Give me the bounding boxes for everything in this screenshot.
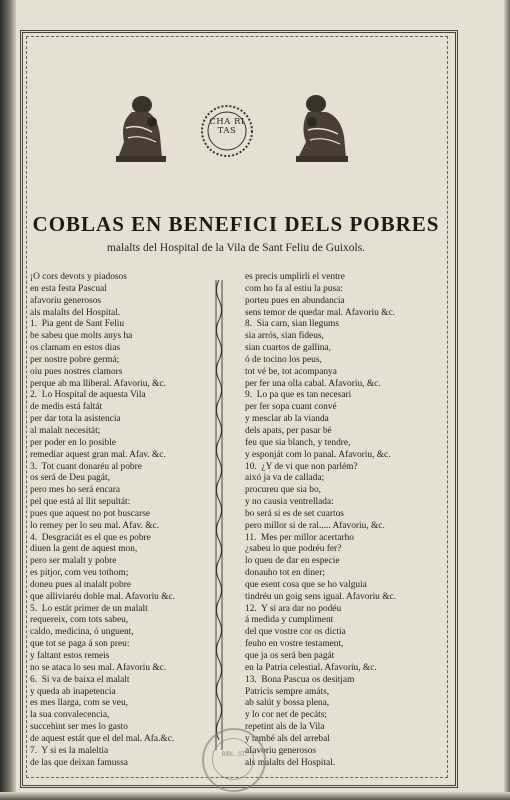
- verse-line: lo queu de dar en especie: [245, 556, 340, 567]
- verse-line: aixó ja va de callada;: [245, 473, 325, 484]
- verse-line: als malalts del Hospital.: [30, 307, 121, 318]
- verse-line: repetint als de la Vila: [245, 722, 325, 733]
- woodcut-kneeling-figure-left: [112, 92, 170, 166]
- verse-line: lo remey per lo seu mal. Afav. &c.: [30, 520, 160, 531]
- verse-line: oiu pues nostres clamors: [30, 366, 123, 377]
- verse-line: á medida y cumpliment: [245, 615, 334, 626]
- verse-line: al malalt necesitát;: [30, 425, 101, 436]
- verse-line: en esta festa Pascual: [30, 283, 107, 294]
- verse-line: y lo cor net de pecáts;: [245, 710, 327, 721]
- verse-line: en la Patria celestial. Afavoriu, &c.: [245, 662, 377, 673]
- verse-line: ab salút y bossa plena,: [245, 698, 330, 709]
- verse-line: 7. Y si es la maleltia: [30, 745, 109, 756]
- verse-line: pero ser malalt y pobre: [30, 556, 117, 567]
- verse-line: os clamam en estos dias: [30, 343, 121, 354]
- verse-line: dels apats, per pasar bé: [245, 425, 332, 436]
- verse-line: 10. ¿Y de vi que non parlém?: [245, 461, 358, 472]
- verse-line: y no causia ventrellada:: [245, 497, 334, 508]
- verse-line: doneu pues al malalt pobre: [30, 579, 132, 590]
- verse-line: sia arrós, sian fideus,: [245, 331, 324, 342]
- verse-line: feuho en vostre testament,: [245, 639, 344, 650]
- page-right-edge: [504, 0, 510, 800]
- book-binding-edge: [0, 0, 16, 800]
- verse-line: afavoriu generosos: [30, 295, 102, 306]
- verse-line: ó de tocino los peus,: [245, 354, 322, 365]
- verse-line: que esent cosa que se ho valguia: [245, 579, 367, 590]
- verse-line: de las que deixan famussa: [30, 757, 128, 768]
- verse-line: be sabeu que molts anys ha: [30, 331, 133, 342]
- verse-line: 2. Lo Hospital de aquesta Vila: [30, 390, 146, 401]
- verse-line: 5. Lo estát primer de un malalt: [30, 603, 148, 614]
- verse-line: 1. Pia gent de Sant Feliu: [30, 319, 125, 330]
- verse-line: la sua convalecencia,: [30, 710, 110, 721]
- verse-line: no se ataca lo seu mal. Afavoriu &c.: [30, 662, 167, 673]
- verse-line: 6. Si va de baixa el malalt: [30, 674, 130, 685]
- verse-line: y faltant estos remeis: [30, 651, 110, 661]
- verse-line: tindréu un goig sens igual. Afavoriu &c.: [245, 591, 397, 602]
- verse-line: que ja os será ben pagát: [245, 651, 335, 661]
- verse-line: 13. Bona Pascua os desitjam: [245, 674, 355, 685]
- woodcut-kneeling-figure-right: [290, 92, 352, 166]
- library-stamp-text: BIBL. ST.: [221, 752, 247, 758]
- verse-line: es mes llarga, com se veu,: [30, 698, 128, 709]
- verse-line: que alliviaréu doble mal. Afavoriu &c.: [30, 591, 176, 602]
- verse-line: es pitjor, com veu tothom;: [30, 568, 129, 579]
- verse-line: pero mes ho será encara: [30, 485, 121, 496]
- document-title: COBLAS EN BENEFICI DELS POBRES: [32, 212, 440, 236]
- verse-line: tot vé be, tot acompanya: [245, 366, 337, 377]
- column-divider-ornament: [212, 280, 226, 750]
- verse-line: afavoriu generosos: [245, 745, 317, 756]
- verse-line: requereix, com tots sabeu,: [30, 615, 129, 626]
- verse-line: caldo, medicina, ó unguent,: [30, 627, 134, 638]
- verse-line: feu que sia blanch, y tendre,: [245, 437, 351, 448]
- verse-line: 9. Lo pa que es tan necesari: [245, 390, 352, 401]
- verse-line: als malalts del Hospital.: [245, 757, 336, 768]
- verse-line: de medis está faltát: [30, 402, 103, 413]
- verse-line: del que vostre cor os dictia: [245, 627, 346, 638]
- verse-line: porteu pues en abundancia: [245, 295, 345, 306]
- charitas-emblem: [200, 104, 254, 158]
- verse-column-left: [30, 272, 210, 769]
- verse-line: ¡O cors devots y piadosos: [30, 272, 127, 282]
- verse-line: y també als del arrebal: [245, 733, 330, 744]
- verse-line: Patricis sempre amáts,: [245, 686, 330, 697]
- verse-line: bo será si es de set cuartos: [245, 508, 344, 519]
- verse-line: per nostre pobre germá;: [30, 354, 120, 365]
- verse-line: y queda ab inapetencia: [30, 686, 116, 697]
- verse-line: pues que aquest no pot buscarse: [30, 508, 151, 519]
- verse-line: com ho fa al estiu la pusa:: [245, 283, 343, 294]
- verse-line: 3. Tot cuant donaréu al pobre: [30, 461, 142, 472]
- verse-line: de aquest estát que el del mal. Afa.&c.: [30, 733, 175, 744]
- verse-line: succehint ser mes lo gasto: [30, 722, 128, 733]
- charitas-emblem-text: CHA RI TAS: [209, 117, 245, 136]
- library-stamp: [202, 728, 266, 792]
- verse-line: pero millor si de ral..... Afavoriu, &c.: [245, 520, 385, 531]
- verse-line: ¿sabeu lo que podréu fer?: [245, 544, 342, 555]
- verse-line: per fer sopa cuant convé: [245, 402, 337, 413]
- verse-line: y esponját com lo panal. Afavoriu, &c.: [245, 449, 391, 460]
- verse-line: os será de Deu pagát,: [30, 473, 110, 484]
- verse-line: sian cuartos de gallina,: [245, 343, 331, 354]
- verse-line: remediar aquest gran mal. Afav. &c.: [30, 449, 166, 460]
- verse-line: 4. Desgraciát es el que es pobre: [30, 532, 151, 543]
- verse-line: per fer una olla cabal. Afavoriu, &c.: [245, 378, 381, 389]
- verse-line: es precis umplirli el ventre: [245, 272, 345, 282]
- verse-line: y mesclar ab la vianda: [245, 414, 329, 425]
- verse-line: per poder en lo posible: [30, 437, 116, 448]
- verse-line: 12. Y si ara dar no podéu: [245, 603, 342, 614]
- verse-line: sens temor de quedar mal. Afavoriu &c.: [245, 307, 395, 318]
- verse-line: que tot se paga á son preu:: [30, 639, 130, 650]
- verse-line: per dar tota la asistencia: [30, 414, 121, 425]
- verse-line: donauho tot en diner;: [245, 568, 325, 579]
- page-bottom-edge: [0, 792, 510, 800]
- verse-line: 11. Mes per millor acertarho: [245, 532, 354, 543]
- verse-line: perque ab ma lliberal. Afavoriu, &c.: [30, 378, 166, 389]
- verse-column-right: [245, 272, 445, 769]
- verse-line: diuen la gent de aquest mon,: [30, 544, 138, 555]
- verse-line: 8. Sia carn, sian llegums: [245, 319, 339, 330]
- verse-line: pel que está al llit sepultát:: [30, 497, 131, 508]
- verse-line: procureu que sia bo,: [245, 485, 322, 496]
- document-subtitle: malalts del Hospital de la Vila de Sant Feliu de Guixols.: [106, 242, 366, 254]
